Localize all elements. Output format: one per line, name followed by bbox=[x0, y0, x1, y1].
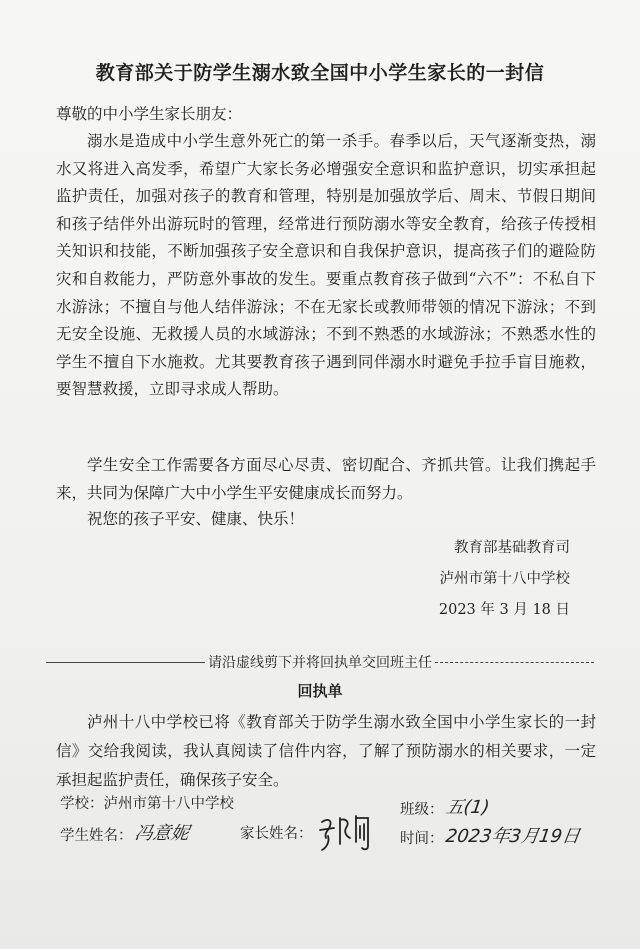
school-label: 学校： bbox=[60, 796, 104, 812]
signature-school: 泸州市第十八中学校 bbox=[439, 571, 570, 587]
cut-line-text: 请沿虚线剪下并将回执单交回班主任 bbox=[208, 655, 432, 671]
parent-label: 家长姓名： bbox=[240, 826, 313, 842]
receipt-parent-field bbox=[240, 822, 313, 843]
student-name-handwritten: 冯意妮 bbox=[132, 823, 190, 844]
paragraph-main: 溺水是造成中小学生意外死亡的第一杀手。春季以后，天气逐渐变热，溺水又将进入高发季，希望广大家长务必增强安全意识和监护意识，切实承担起监护责任，加强对孩子的教育和管理，特别是加强放学后、周末、节假日期间和孩子结伴外出游玩时的管理，经常进行预防溺水等安全教育，给孩子传授相关知识和技能，不断加强孩子安全意识和自我保护意识，提高孩子们的避险防灾和自救能力，严防意外事故的发生。要重点教育孩子做到“六不”：不私自下水游泳；不擅自与他人结伴游泳；不在无家长或教师带领的情况下游泳；不到无安全设施、无救援人员的水域游泳；不到不熟悉的水域游泳；不熟悉水性的学生不擅自下水施救。尤其要教育孩子遇到同伴溺水时避免手拉手盲目施救，要智慧救援，立即寻求成人帮助。 bbox=[56, 132, 596, 399]
salutation: 尊敬的中小学生家长朋友： bbox=[56, 105, 243, 123]
receipt-school-field bbox=[60, 792, 234, 813]
cut-line-left bbox=[46, 662, 205, 663]
class-label: 班级： bbox=[400, 802, 444, 818]
receipt-class-field bbox=[400, 793, 489, 819]
receipt-time-field bbox=[400, 822, 580, 848]
student-label: 学生姓名： bbox=[60, 828, 133, 844]
parent-signature-handwritten bbox=[316, 808, 378, 854]
receipt-title: 回执单 bbox=[297, 682, 343, 700]
receipt-student-field bbox=[60, 819, 189, 845]
class-value: 五(1) bbox=[443, 797, 491, 818]
school-value: 泸州市第十八中学校 bbox=[103, 796, 234, 812]
cut-line bbox=[46, 652, 594, 672]
document-title: 教育部关于防学生溺水致全国中小学生家长的一封信 bbox=[95, 62, 545, 84]
time-value-handwritten: 2023年3月19日 bbox=[443, 826, 581, 847]
time-label: 时间： bbox=[400, 831, 444, 847]
paragraph-cooperation: 学生安全工作需要各方面尽心尽责、密切配合、齐抓共管。让我们携起手来，共同为保障广大中小学生平安健康成长而努力。 bbox=[56, 456, 596, 502]
signature-date: 2023 年 3 月 18 日 bbox=[438, 602, 570, 618]
receipt-body: 泸州十八中学校已将《教育部关于防学生溺水致全国中小学生家长的一封信》交给我阅读，我认真阅读了信件内容，了解了预防溺水的相关要求，一定承担起监护责任，确保孩子安全。 bbox=[56, 713, 596, 789]
paragraph-wishes: 祝您的孩子平安、健康、快乐！ bbox=[87, 510, 305, 528]
signature-org: 教育部基础教育司 bbox=[454, 540, 570, 556]
cut-line-right bbox=[435, 662, 594, 663]
